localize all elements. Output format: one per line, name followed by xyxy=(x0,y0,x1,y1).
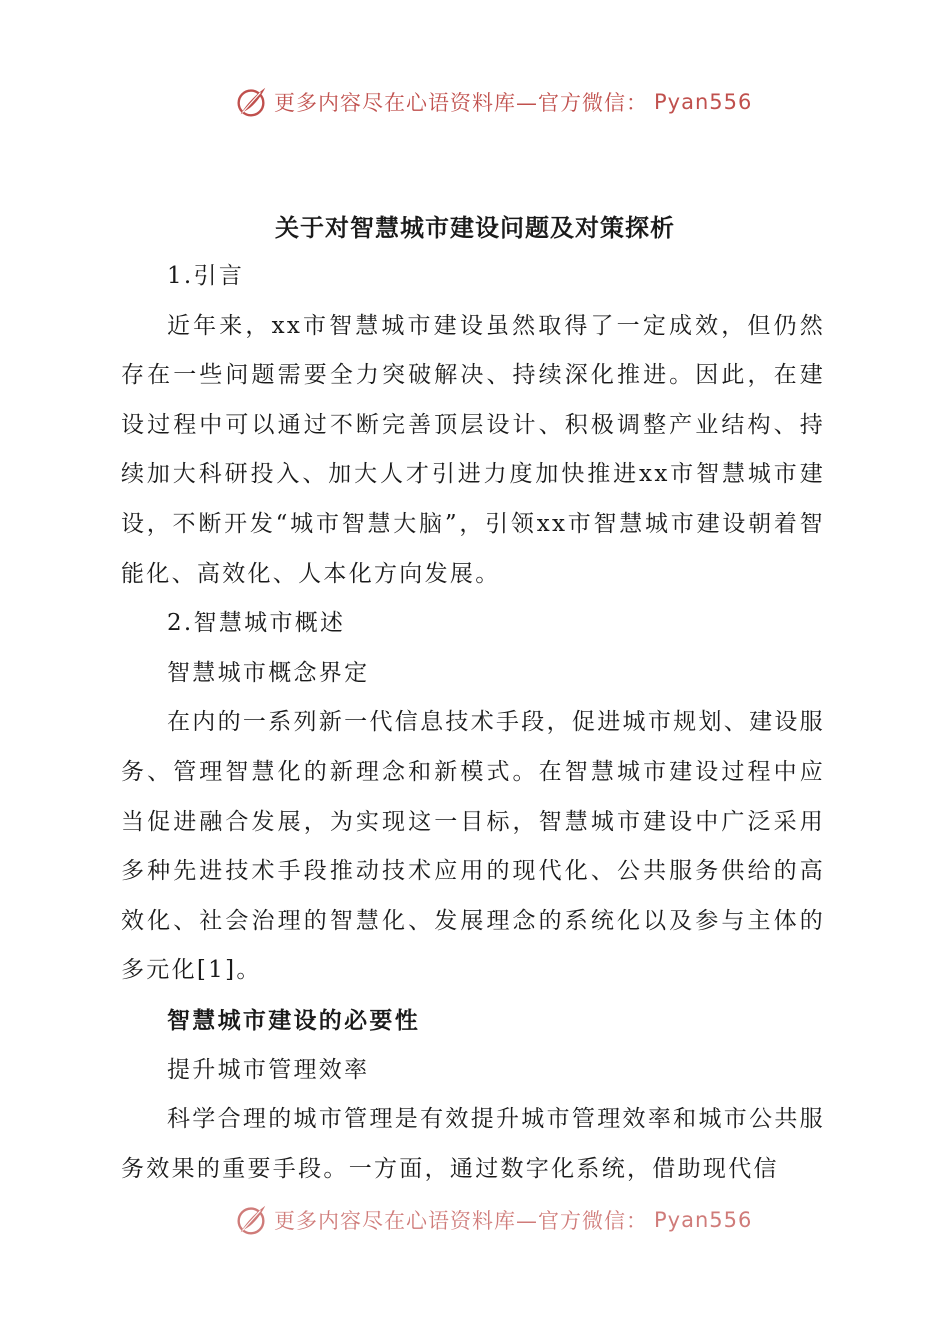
heading-introduction: 1.引言 xyxy=(167,263,245,289)
paragraph-concept-definition: 在内的一系列新一代信息技术手段，促进城市规划、建设服务、管理智慧化的新理念和新模式。在智慧城市建设过程中应当促进融合发展，为实现这一目标，智慧城市建设中广泛采用多种先进技术手段推动技术应用的现代化、公共服务供给的高效化、社会治理的智慧化、发展理念的系统化以及参与主体的多元化[1]。 xyxy=(121,709,825,984)
paragraph-introduction: 近年来，xx市智慧城市建设虽然取得了一定成效，但仍然存在一些问题需要全力突破解决、持续深化推进。因此，在建设过程中可以通过不断完善顶层设计、积极调整产业结构、持续加大科研投入、加大人才引进力度加快推进xx市智慧城市建设，不断开发“城市智慧大脑”，引领xx市智慧城市建设朝着智能化、高效化、人本化方向发展。 xyxy=(121,312,825,587)
document-title: 关于对智慧城市建设问题及对策探析 xyxy=(275,213,675,242)
paragraph-management-efficiency: 科学合理的城市管理是有效提升城市管理效率和城市公共服务效果的重要手段。一方面，通过数字化系统，借助现代信 xyxy=(121,1106,825,1182)
quill-pen-logo-icon xyxy=(232,1201,270,1239)
watermark-text: 更多内容尽在心语资料库—官方微信： xyxy=(274,1209,648,1233)
watermark-text: 更多内容尽在心语资料库—官方微信： xyxy=(274,91,648,115)
watermark-header xyxy=(232,82,752,122)
subheading-concept-definition: 智慧城市概念界定 xyxy=(167,659,370,686)
document-body xyxy=(121,252,825,1194)
watermark-wechat-id: Pyan556 xyxy=(654,90,753,114)
quill-pen-logo-icon xyxy=(232,83,270,121)
watermark-footer xyxy=(232,1200,752,1240)
subheading-management-efficiency: 提升城市管理效率 xyxy=(167,1056,370,1083)
watermark-wechat-id: Pyan556 xyxy=(654,1208,753,1232)
heading-necessity: 智慧城市建设的必要性 xyxy=(167,1006,420,1034)
heading-smart-city-overview: 2.智慧城市概述 xyxy=(167,610,346,637)
